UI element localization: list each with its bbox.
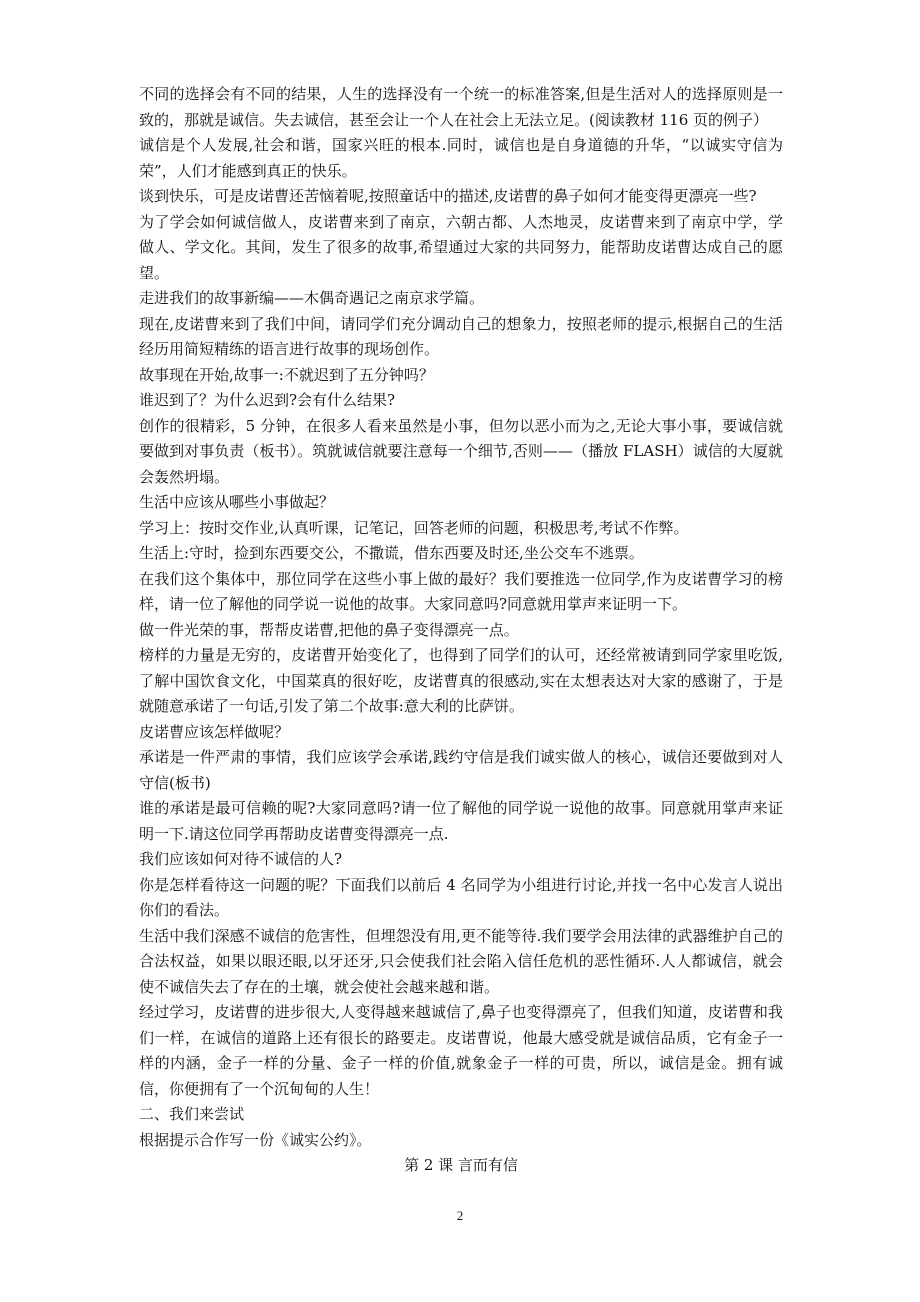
paragraph-8: 谁迟到了？为什么迟到?会有什么结果? — [139, 391, 396, 409]
paragraph-17: 承诺是一件严肃的事情，我们应该学会承诺,践约守信是我们诚实做人的核心，诚信还要做到对人守信(板书) — [139, 748, 783, 792]
paragraph-12: 生活上:守时，捡到东西要交公，不撒谎，借东西要及时还,坐公交车不逃票。 — [139, 544, 644, 562]
paragraph-22: 经过学习，皮诺曹的进步很大,人变得越来越诚信了,鼻子也变得漂亮了，但我们知道，皮诺曹和我们一样，在诚信的道路上还有很长的路要走。皮诺曹说，他最大感受就是诚信品质，它有金子一样的内涵，金子一样的分量、金子一样的价值,就象金子一样的可贵，所以，诚信是金。拥有诚信，你便拥有了一个沉甸甸的人生！ — [139, 1003, 783, 1098]
paragraph-9: 创作的很精彩，5 分钟，在很多人看来虽然是小事，但勿以恶小而为之,无论大事小事，要诚信就要做到对事负责（板书）。筑就诚信就要注意每一个细节,否则——（播放 FLASH）诚信的大厦就会轰然坍塌。 — [139, 416, 783, 486]
paragraph-10: 生活中应该从哪些小事做起？ — [139, 493, 335, 511]
paragraph-6: 现在,皮诺曹来到了我们中间，请同学们充分调动自己的想象力，按照老师的提示,根据自己的生活经历用简短精练的语言进行故事的现场创作。 — [139, 314, 783, 358]
paragraph-3: 谈到快乐，可是皮诺曹还苦恼着呢,按照童话中的描述,皮诺曹的鼻子如何才能变得更漂亮一些? — [139, 187, 757, 205]
section-heading: 二、我们来尝试 — [139, 1105, 245, 1123]
paragraph-11: 学习上：按时交作业,认真听课，记笔记，回答老师的问题，积极思考,考试不作弊。 — [139, 518, 689, 537]
paragraph-4: 为了学会如何诚信做人，皮诺曹来到了南京，六朝古都、人杰地灵，皮诺曹来到了南京中学，学做人、学文化。其间，发生了很多的故事,希望通过大家的共同努力，能帮助皮诺曹达成自己的愿望。 — [139, 212, 783, 282]
paragraph-1: 不同的选择会有不同的结果，人生的选择没有一个统一的标准答案,但是生活对人的选择原则是一致的，那就是诚信。失去诚信，甚至会让一个人在社会上无法立足。(阅读教材 116 页的例子） — [139, 85, 783, 129]
paragraph-13: 在我们这个集体中，那位同学在这些小事上做的最好？我们要推选一位同学,作为皮诺曹学习的榜样，请一位了解他的同学说一说他的故事。大家同意吗?同意就用掌声来证明一下。 — [139, 569, 783, 613]
page-number: 2 — [456, 1208, 464, 1223]
paragraph-16: 皮诺曹应该怎样做呢？ — [139, 722, 290, 741]
paragraph-24: 根据提示合作写一份《诚实公约》。 — [139, 1130, 372, 1149]
paragraph-20: 你是怎样看待这一问题的呢？下面我们以前后 4 名同学为小组进行讨论,并找一名中心发言人说出你们的看法。 — [139, 875, 783, 919]
document-body — [139, 82, 783, 1179]
paragraph-14: 做一件光荣的事，帮帮皮诺曹,把他的鼻子变得漂亮一点。 — [139, 620, 519, 639]
paragraph-7: 故事现在开始,故事一:不就迟到了五分钟吗？ — [139, 365, 434, 384]
paragraph-2: 诚信是个人发展,社会和谐，国家兴旺的根本.同时，诚信也是自身道德的升华，“以诚实守信为荣”，人们才能感到真正的快乐。 — [139, 136, 783, 180]
lesson-heading: 第 2 课 言而有信 — [404, 1156, 518, 1174]
paragraph-21: 生活中我们深感不诚信的危害性，但埋怨没有用,更不能等待.我们要学会用法律的武器维护自己的合法权益，如果以眼还眼,以牙还牙,只会使我们社会陷入信任危机的恶性循环.人人都诚信，就会使不诚信失去了存在的土壤，就会使社会越来越和谐。 — [139, 926, 783, 996]
paragraph-19: 我们应该如何对待不诚信的人? — [139, 850, 343, 868]
paragraph-18: 谁的承诺是最可信赖的呢?大家同意吗?请一位了解他的同学说一说他的故事。同意就用掌声来证明一下.请这位同学再帮助皮诺曹变得漂亮一点. — [139, 799, 783, 843]
paragraph-15: 榜样的力量是无穷的，皮诺曹开始变化了，也得到了同学们的认可，还经常被请到同学家里吃饭,了解中国饮食文化，中国菜真的很好吃，皮诺曹真的很感动,实在太想表达对大家的感谢了，于是就随意承诺了一句话,引发了第二个故事:意大利的比萨饼。 — [139, 646, 783, 715]
paragraph-5: 走进我们的故事新编——木偶奇遇记之南京求学篇。 — [139, 289, 485, 307]
